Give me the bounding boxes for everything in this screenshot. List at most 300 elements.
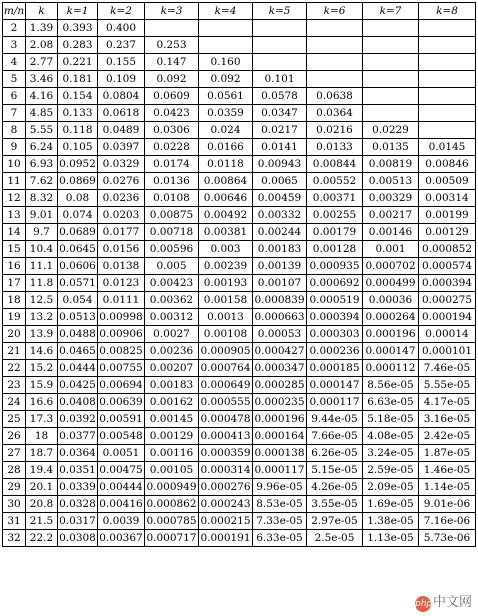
php-logo-icon: php — [415, 596, 431, 612]
table-cell: 0.237 — [98, 37, 145, 54]
table-cell: 0.0177 — [98, 224, 145, 241]
table-cell: 9.96e-05 — [253, 479, 307, 496]
table-cell: 0.0236 — [98, 190, 145, 207]
table-cell: 0.0465 — [58, 343, 98, 360]
table-cell: 0.00492 — [199, 207, 253, 224]
table-cell: 5.15e-05 — [307, 462, 363, 479]
row-label-m-over-n: 17 — [3, 275, 26, 292]
table-row — [3, 105, 476, 122]
table-cell: 0.00513 — [363, 173, 419, 190]
table-cell — [253, 20, 307, 37]
row-label-m-over-n: 4 — [3, 54, 26, 71]
table-cell — [253, 54, 307, 71]
table-header-row — [3, 3, 476, 20]
table-cell: 0.000785 — [145, 513, 199, 530]
table-cell: 0.0136 — [145, 173, 199, 190]
table-cell: 1.14e-05 — [419, 479, 476, 496]
table-cell: 0.0166 — [199, 139, 253, 156]
table-cell: 2.5e-05 — [307, 530, 363, 547]
table-cell: 0.109 — [98, 71, 145, 88]
table-cell: 1.69e-05 — [363, 496, 419, 513]
row-label-m-over-n: 8 — [3, 122, 26, 139]
table-cell: 0.00199 — [419, 207, 476, 224]
table-cell — [253, 37, 307, 54]
table-cell: 0.00239 — [199, 258, 253, 275]
table-cell: 0.0308 — [58, 530, 98, 547]
table-cell: 0.00591 — [98, 411, 145, 428]
optimal-k-cell: 17.3 — [26, 411, 58, 428]
table-cell: 0.00105 — [145, 462, 199, 479]
table-cell: 2.42e-05 — [419, 428, 476, 445]
table-cell: 0.0276 — [98, 173, 145, 190]
table-cell: 0.0013 — [199, 309, 253, 326]
table-cell — [419, 37, 476, 54]
table-cell: 0.092 — [145, 71, 199, 88]
table-row — [3, 122, 476, 139]
table-cell: 0.0329 — [98, 156, 145, 173]
table-cell: 4.17e-05 — [419, 394, 476, 411]
table-cell: 0.0051 — [98, 445, 145, 462]
table-cell: 0.000427 — [253, 343, 307, 360]
table-cell: 0.001 — [363, 241, 419, 258]
row-label-m-over-n: 7 — [3, 105, 26, 122]
table-cell: 0.00183 — [253, 241, 307, 258]
optimal-k-cell: 18 — [26, 428, 58, 445]
table-cell: 0.00108 — [199, 326, 253, 343]
optimal-k-cell: 6.24 — [26, 139, 58, 156]
table-cell: 0.0133 — [307, 139, 363, 156]
table-cell: 0.0804 — [98, 88, 145, 105]
optimal-k-cell: 4.85 — [26, 105, 58, 122]
table-cell: 0.133 — [58, 105, 98, 122]
table-cell: 9.01e-06 — [419, 496, 476, 513]
table-cell: 0.00362 — [145, 292, 199, 309]
row-label-m-over-n: 13 — [3, 207, 26, 224]
table-cell: 0.00145 — [145, 411, 199, 428]
table-cell: 0.00755 — [98, 360, 145, 377]
table-cell — [363, 37, 419, 54]
table-cell — [363, 105, 419, 122]
table-cell: 0.181 — [58, 71, 98, 88]
table-cell: 0.0339 — [58, 479, 98, 496]
optimal-k-cell: 19.4 — [26, 462, 58, 479]
table-cell — [199, 37, 253, 54]
table-cell: 0.000764 — [199, 360, 253, 377]
table-row — [3, 326, 476, 343]
table-cell: 0.000413 — [199, 428, 253, 445]
table-cell: 0.0216 — [307, 122, 363, 139]
table-cell: 0.000692 — [307, 275, 363, 292]
table-cell: 0.00475 — [98, 462, 145, 479]
table-cell: 0.000264 — [363, 309, 419, 326]
table-cell: 0.00444 — [98, 479, 145, 496]
table-cell: 0.00906 — [98, 326, 145, 343]
table-cell: 0.0118 — [199, 156, 253, 173]
table-row — [3, 173, 476, 190]
table-cell: 0.0123 — [98, 275, 145, 292]
table-cell: 5.18e-05 — [363, 411, 419, 428]
table-cell: 0.00314 — [419, 190, 476, 207]
row-label-m-over-n: 27 — [3, 445, 26, 462]
table-cell — [363, 71, 419, 88]
table-cell — [419, 54, 476, 71]
optimal-k-cell: 8.32 — [26, 190, 58, 207]
table-cell: 0.000478 — [199, 411, 253, 428]
table-row — [3, 428, 476, 445]
optimal-k-cell: 22.2 — [26, 530, 58, 547]
table-row — [3, 275, 476, 292]
table-cell: 0.0571 — [58, 275, 98, 292]
table-cell: 0.00509 — [419, 173, 476, 190]
table-cell: 0.00423 — [145, 275, 199, 292]
table-cell: 0.0135 — [363, 139, 419, 156]
row-label-m-over-n: 19 — [3, 309, 26, 326]
table-cell: 4.08e-05 — [363, 428, 419, 445]
table-cell: 8.56e-05 — [363, 377, 419, 394]
column-header: k=7 — [363, 3, 419, 20]
table-cell — [419, 88, 476, 105]
table-row — [3, 309, 476, 326]
column-header: k=5 — [253, 3, 307, 20]
optimal-k-cell: 7.62 — [26, 173, 58, 190]
table-row — [3, 190, 476, 207]
table-cell: 0.0217 — [253, 122, 307, 139]
table-cell: 0.00158 — [199, 292, 253, 309]
table-cell: 0.000191 — [199, 530, 253, 547]
row-label-m-over-n: 21 — [3, 343, 26, 360]
table-cell: 0.00183 — [145, 377, 199, 394]
table-cell: 2.59e-05 — [363, 462, 419, 479]
optimal-k-cell: 13.9 — [26, 326, 58, 343]
table-cell: 0.0689 — [58, 224, 98, 241]
table-cell: 2.09e-05 — [363, 479, 419, 496]
table-cell: 0.000394 — [419, 275, 476, 292]
table-cell: 0.0425 — [58, 377, 98, 394]
table-row — [3, 360, 476, 377]
table-cell: 0.00552 — [307, 173, 363, 190]
table-row — [3, 20, 476, 37]
table-cell: 0.00193 — [199, 275, 253, 292]
table-cell: 0.000112 — [363, 360, 419, 377]
table-cell: 0.000138 — [253, 445, 307, 462]
optimal-k-cell: 14.6 — [26, 343, 58, 360]
table-cell: 0.054 — [58, 292, 98, 309]
table-cell: 0.00381 — [199, 224, 253, 241]
table-cell: 0.0489 — [98, 122, 145, 139]
table-cell: 0.0328 — [58, 496, 98, 513]
table-cell: 0.000649 — [199, 377, 253, 394]
row-label-m-over-n: 28 — [3, 462, 26, 479]
optimal-k-cell: 20.8 — [26, 496, 58, 513]
table-cell: 0.0347 — [253, 105, 307, 122]
watermark — [415, 591, 472, 612]
table-cell: 0.000147 — [363, 343, 419, 360]
column-header: k=8 — [419, 3, 476, 20]
table-cell: 6.63e-05 — [363, 394, 419, 411]
table-cell: 0.000303 — [307, 326, 363, 343]
table-row — [3, 479, 476, 496]
optimal-k-cell: 2.77 — [26, 54, 58, 71]
table-cell: 2.97e-05 — [307, 513, 363, 530]
table-row — [3, 292, 476, 309]
column-header: m/n — [3, 3, 26, 20]
optimal-k-cell: 20.1 — [26, 479, 58, 496]
table-cell — [145, 20, 199, 37]
table-cell: 0.000935 — [307, 258, 363, 275]
column-header: k=4 — [199, 3, 253, 20]
table-cell: 6.33e-05 — [253, 530, 307, 547]
table-cell: 0.00129 — [145, 428, 199, 445]
table-cell: 0.253 — [145, 37, 199, 54]
table-cell: 0.00998 — [98, 309, 145, 326]
table-row — [3, 88, 476, 105]
table-cell: 0.000276 — [199, 479, 253, 496]
table-cell: 0.00217 — [363, 207, 419, 224]
table-cell: 0.00146 — [363, 224, 419, 241]
optimal-k-cell: 9.7 — [26, 224, 58, 241]
table-cell: 0.00459 — [253, 190, 307, 207]
table-cell: 7.46e-05 — [419, 360, 476, 377]
table-cell: 3.55e-05 — [307, 496, 363, 513]
table-cell: 0.00718 — [145, 224, 199, 241]
optimal-k-cell: 5.55 — [26, 122, 58, 139]
table-cell: 0.00236 — [145, 343, 199, 360]
table-row — [3, 156, 476, 173]
table-cell: 5.55e-05 — [419, 377, 476, 394]
table-cell: 0.0392 — [58, 411, 98, 428]
table-cell: 0.000243 — [199, 496, 253, 513]
table-cell: 1.46e-05 — [419, 462, 476, 479]
table-cell: 0.00646 — [199, 190, 253, 207]
table-cell: 3.16e-05 — [419, 411, 476, 428]
table-cell: 0.160 — [199, 54, 253, 71]
table-cell: 0.00371 — [307, 190, 363, 207]
table-cell: 0.000196 — [363, 326, 419, 343]
table-row — [3, 258, 476, 275]
table-cell: 0.0423 — [145, 105, 199, 122]
table-cell: 0.0108 — [145, 190, 199, 207]
bloom-filter-false-positive-table — [2, 2, 476, 547]
column-header: k=1 — [58, 3, 98, 20]
table-row — [3, 462, 476, 479]
column-header: k — [26, 3, 58, 20]
table-cell: 0.0364 — [307, 105, 363, 122]
optimal-k-cell: 12.5 — [26, 292, 58, 309]
table-cell — [307, 71, 363, 88]
row-label-m-over-n: 30 — [3, 496, 26, 513]
table-cell: 0.0618 — [98, 105, 145, 122]
table-cell: 0.0513 — [58, 309, 98, 326]
table-row — [3, 377, 476, 394]
table-row — [3, 411, 476, 428]
table-cell: 0.000839 — [253, 292, 307, 309]
table-row — [3, 394, 476, 411]
table-cell: 0.0638 — [307, 88, 363, 105]
table-cell: 0.08 — [58, 190, 98, 207]
table-cell: 0.000194 — [419, 309, 476, 326]
table-cell: 0.000164 — [253, 428, 307, 445]
table-cell: 0.00129 — [419, 224, 476, 241]
table-row — [3, 496, 476, 513]
table-row — [3, 207, 476, 224]
table-row — [3, 37, 476, 54]
table-cell: 0.000499 — [363, 275, 419, 292]
table-cell: 0.000555 — [199, 394, 253, 411]
optimal-k-cell: 1.39 — [26, 20, 58, 37]
optimal-k-cell: 18.7 — [26, 445, 58, 462]
table-cell: 0.0027 — [145, 326, 199, 343]
row-label-m-over-n: 18 — [3, 292, 26, 309]
table-cell: 0.00332 — [253, 207, 307, 224]
table-cell: 0.0174 — [145, 156, 199, 173]
table-cell: 0.000394 — [307, 309, 363, 326]
table-cell: 0.00162 — [145, 394, 199, 411]
table-cell: 0.005 — [145, 258, 199, 275]
table-row — [3, 445, 476, 462]
table-cell: 0.000852 — [419, 241, 476, 258]
table-row — [3, 513, 476, 530]
optimal-k-cell: 4.16 — [26, 88, 58, 105]
table-cell: 6.26e-05 — [307, 445, 363, 462]
row-label-m-over-n: 32 — [3, 530, 26, 547]
row-label-m-over-n: 6 — [3, 88, 26, 105]
table-cell: 0.00107 — [253, 275, 307, 292]
table-cell: 0.0111 — [98, 292, 145, 309]
table-cell: 0.000949 — [145, 479, 199, 496]
table-cell: 0.000519 — [307, 292, 363, 309]
row-label-m-over-n: 9 — [3, 139, 26, 156]
row-label-m-over-n: 25 — [3, 411, 26, 428]
table-cell: 0.154 — [58, 88, 98, 105]
table-cell: 0.118 — [58, 122, 98, 139]
table-cell — [307, 20, 363, 37]
table-cell: 1.87e-05 — [419, 445, 476, 462]
table-cell — [363, 54, 419, 71]
table-cell — [419, 20, 476, 37]
table-cell: 0.147 — [145, 54, 199, 71]
table-cell: 0.00014 — [419, 326, 476, 343]
table-cell — [199, 20, 253, 37]
table-cell: 0.00694 — [98, 377, 145, 394]
table-cell: 0.0869 — [58, 173, 98, 190]
watermark-text: 中文网 — [432, 595, 472, 610]
table-body — [3, 20, 476, 547]
table-cell: 0.000347 — [253, 360, 307, 377]
table-cell: 0.000275 — [419, 292, 476, 309]
table-cell: 0.0359 — [199, 105, 253, 122]
table-row — [3, 224, 476, 241]
optimal-k-cell: 2.08 — [26, 37, 58, 54]
table-cell: 0.074 — [58, 207, 98, 224]
table-cell: 0.00875 — [145, 207, 199, 224]
optimal-k-cell: 13.2 — [26, 309, 58, 326]
table-cell: 0.000117 — [307, 394, 363, 411]
table-cell: 0.00596 — [145, 241, 199, 258]
table-cell: 0.0228 — [145, 139, 199, 156]
table-row — [3, 530, 476, 547]
table-cell: 8.53e-05 — [253, 496, 307, 513]
table-cell: 0.00844 — [307, 156, 363, 173]
table-cell: 0.00819 — [363, 156, 419, 173]
table-cell: 0.0578 — [253, 88, 307, 105]
table-cell: 0.000702 — [363, 258, 419, 275]
row-label-m-over-n: 3 — [3, 37, 26, 54]
table-cell: 0.00244 — [253, 224, 307, 241]
table-cell: 0.0561 — [199, 88, 253, 105]
table-cell: 4.26e-05 — [307, 479, 363, 496]
table-cell — [419, 71, 476, 88]
table-cell: 5.73e-06 — [419, 530, 476, 547]
table-row — [3, 71, 476, 88]
table-cell: 9.44e-05 — [307, 411, 363, 428]
row-label-m-over-n: 16 — [3, 258, 26, 275]
table-cell: 0.221 — [58, 54, 98, 71]
table-cell: 0.0306 — [145, 122, 199, 139]
table-cell: 0.000235 — [253, 394, 307, 411]
table-cell: 0.400 — [98, 20, 145, 37]
table-cell: 0.155 — [98, 54, 145, 71]
table-cell: 0.00139 — [253, 258, 307, 275]
table-cell: 7.16e-06 — [419, 513, 476, 530]
table-cell: 0.00179 — [307, 224, 363, 241]
column-header: k=2 — [98, 3, 145, 20]
optimal-k-cell: 6.93 — [26, 156, 58, 173]
table-cell: 0.0065 — [253, 173, 307, 190]
row-label-m-over-n: 12 — [3, 190, 26, 207]
row-label-m-over-n: 14 — [3, 224, 26, 241]
table-cell: 0.092 — [199, 71, 253, 88]
table-cell: 0.0645 — [58, 241, 98, 258]
column-header: k=6 — [307, 3, 363, 20]
table-cell: 0.00255 — [307, 207, 363, 224]
table-cell: 0.003 — [199, 241, 253, 258]
table-cell: 0.000101 — [419, 343, 476, 360]
table-row — [3, 139, 476, 156]
table-cell: 0.00128 — [307, 241, 363, 258]
row-label-m-over-n: 2 — [3, 20, 26, 37]
optimal-k-cell: 11.1 — [26, 258, 58, 275]
table-cell: 0.0377 — [58, 428, 98, 445]
table-cell: 0.393 — [58, 20, 98, 37]
table-cell: 0.0364 — [58, 445, 98, 462]
table-row — [3, 343, 476, 360]
table-cell: 0.00864 — [199, 173, 253, 190]
table-cell: 0.0408 — [58, 394, 98, 411]
optimal-k-cell: 10.4 — [26, 241, 58, 258]
row-label-m-over-n: 22 — [3, 360, 26, 377]
table-cell: 0.0397 — [98, 139, 145, 156]
table-cell: 0.000905 — [199, 343, 253, 360]
table-cell: 0.0606 — [58, 258, 98, 275]
table-cell: 0.000314 — [199, 462, 253, 479]
row-label-m-over-n: 11 — [3, 173, 26, 190]
table-cell: 0.101 — [253, 71, 307, 88]
row-label-m-over-n: 24 — [3, 394, 26, 411]
table-cell: 0.0609 — [145, 88, 199, 105]
table-cell: 0.000215 — [199, 513, 253, 530]
table-cell: 0.00639 — [98, 394, 145, 411]
table-cell — [419, 105, 476, 122]
table-cell: 0.0141 — [253, 139, 307, 156]
table-cell: 0.0488 — [58, 326, 98, 343]
table-cell — [307, 37, 363, 54]
table-cell — [363, 88, 419, 105]
row-label-m-over-n: 15 — [3, 241, 26, 258]
table-cell: 0.00207 — [145, 360, 199, 377]
table-cell: 0.0203 — [98, 207, 145, 224]
table-cell: 0.0138 — [98, 258, 145, 275]
table-cell: 0.00312 — [145, 309, 199, 326]
